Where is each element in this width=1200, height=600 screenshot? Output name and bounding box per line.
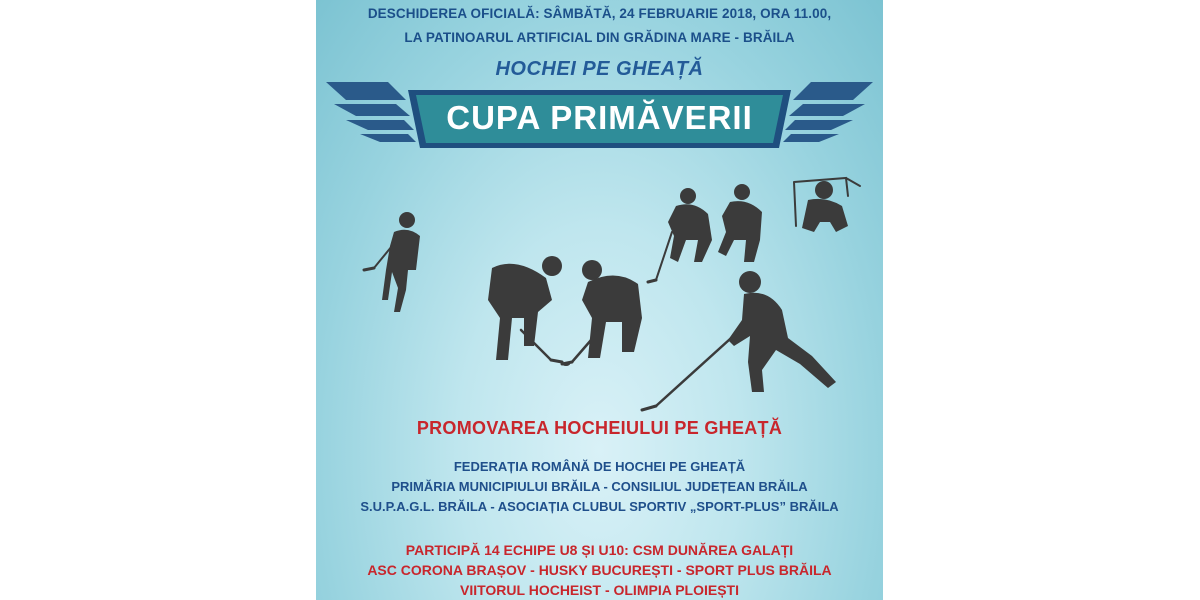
skater-shooting-silhouette [642,271,836,410]
participants-line-3: VIITORUL HOCHEIST - OLIMPIA PLOIEȘTI [460,582,739,598]
goalie-silhouette [794,178,860,232]
header-date-line: DESCHIDEREA OFICIALĂ: SÂMBĂTĂ, 24 FEBRUARIE 2018, ORA 11.00, [367,6,832,21]
event-poster [316,0,883,600]
skater-left-silhouette [364,212,420,312]
organizer-line-3: S.U.P.A.G.L. BRĂILA - ASOCIAȚIA CLUBUL SPORTIV „SPORT-PLUS” BRĂILA [360,499,839,514]
header-venue-line: LA PATINOARUL ARTIFICIAL DIN GRĂDINA MARE - BRĂILA [404,30,795,45]
faceoff-player-left-silhouette [488,256,562,362]
battling-players-silhouette [648,184,762,282]
promo-title: PROMOVAREA HOCHEIULUI PE GHEAȚĂ [416,418,783,438]
organizer-line-2: PRIMĂRIA MUNICIPIULUI BRĂILA - CONSILIUL JUDEȚEAN BRĂILA [391,479,808,494]
faceoff-player-right-silhouette [562,260,642,364]
organizer-line-1: FEDERAȚIA ROMÂNĂ DE HOCHEI PE GHEAȚĂ [453,459,746,474]
participants-line-2: ASC CORONA BRAȘOV - HUSKY BUCUREȘTI - SPORT PLUS BRĂILA [367,562,832,578]
subtitle-ice-hockey: HOCHEI PE GHEAȚĂ [495,58,704,80]
puck [562,362,570,366]
participants-line-1: PARTICIPĂ 14 ECHIPE U8 ȘI U10: CSM DUNĂREA GALAȚI [405,542,794,558]
cup-title: CUPA PRIMĂVERII [446,99,753,136]
